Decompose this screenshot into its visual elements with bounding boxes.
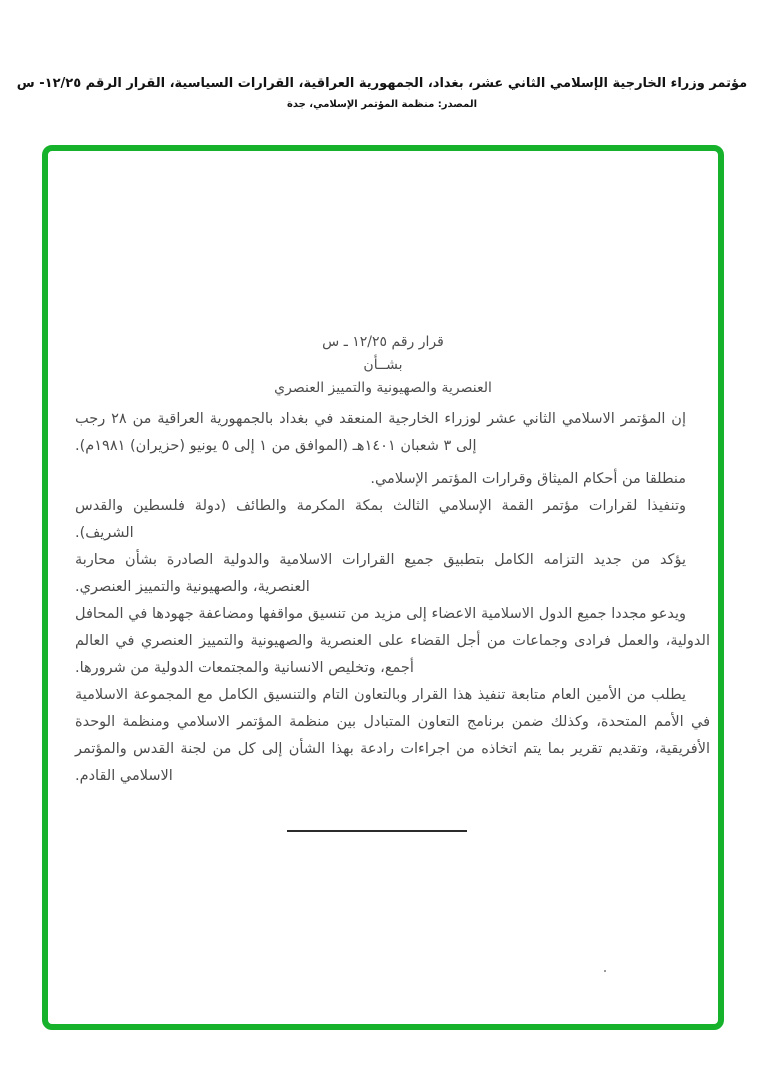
- document-header: [0, 76, 764, 110]
- resolution-paragraph: إن المؤتمر الاسلامي الثاني عشر لوزراء الخارجية المنعقد في بغداد بالجمهورية العراقية من ٢٨ رجب إلى ٣ شعبان ١٤٠١هـ (الموافق من ١ إلى ٥ يونيو (حزيران) ١٩٨١م).: [75, 411, 686, 454]
- resolution-body: [75, 406, 710, 790]
- resolution-paragraph: منطلقا من أحكام الميثاق وقرارات المؤتمر الإسلامي.: [370, 471, 686, 487]
- document-source-line: المصدر: منظمة المؤتمر الإسلامي، جدة: [286, 99, 478, 110]
- scan-noise-dot: [604, 970, 606, 972]
- separator-line: [287, 830, 467, 832]
- resolution-title-block: [48, 331, 718, 400]
- resolution-number: قرار رقم ١٢/٢٥ ـ س: [322, 334, 444, 350]
- document-header-title: مؤتمر وزراء الخارجية الإسلامي الثاني عشر، بغداد، الجمهورية العراقية، القرارات السياسية، القرار الرقم ١٢/٢٥- س: [16, 76, 748, 91]
- resolution-subject-title: العنصرية والصهيونية والتمييز العنصري: [274, 380, 492, 396]
- resolution-paragraph: يطلب من الأمين العام متابعة تنفيذ هذا القرار وبالتعاون التام والتنسيق الكامل مع المجموعة الاسلامية في الأمم المتحدة، وكذلك ضمن برنامج التعاون المتبادل بين منظمة المؤتمر الاسلامي ومنظمة الوحدة الأفريقية، وتقديم تقرير بما يتم اتخاذه من اجراءات رادعة بهذا الشأن إلى كل من لجنة القدس والمؤتمر الاسلامي القادم.: [75, 687, 710, 784]
- resolution-paragraph: يؤكد من جديد التزامه الكامل بتطبيق جميع القرارات الاسلامية والدولية الصادرة بشأن محاربة العنصرية، والصهيونية والتمييز العنصري.: [75, 552, 686, 595]
- resolution-paragraph: وتنفيذا لقرارات مؤتمر القمة الإسلامي الثالث بمكة المكرمة والطائف (دولة فلسطين والقدس الشريف).: [75, 498, 686, 541]
- resolution-subject-label: بشــأن: [363, 357, 403, 373]
- resolution-paragraph: ويدعو مجددا جميع الدول الاسلامية الاعضاء إلى مزيد من تنسيق مواقفها ومضاعفة جهودها في المحافل الدولية، والعمل فرادى وجماعات من أجل القضاء على العنصرية والصهيونية والتمييز العنصري في العالم أجمع، وتخليص الانسانية والمجتمعات الدولية من شرورها.: [75, 606, 710, 676]
- document-frame: [42, 145, 724, 1030]
